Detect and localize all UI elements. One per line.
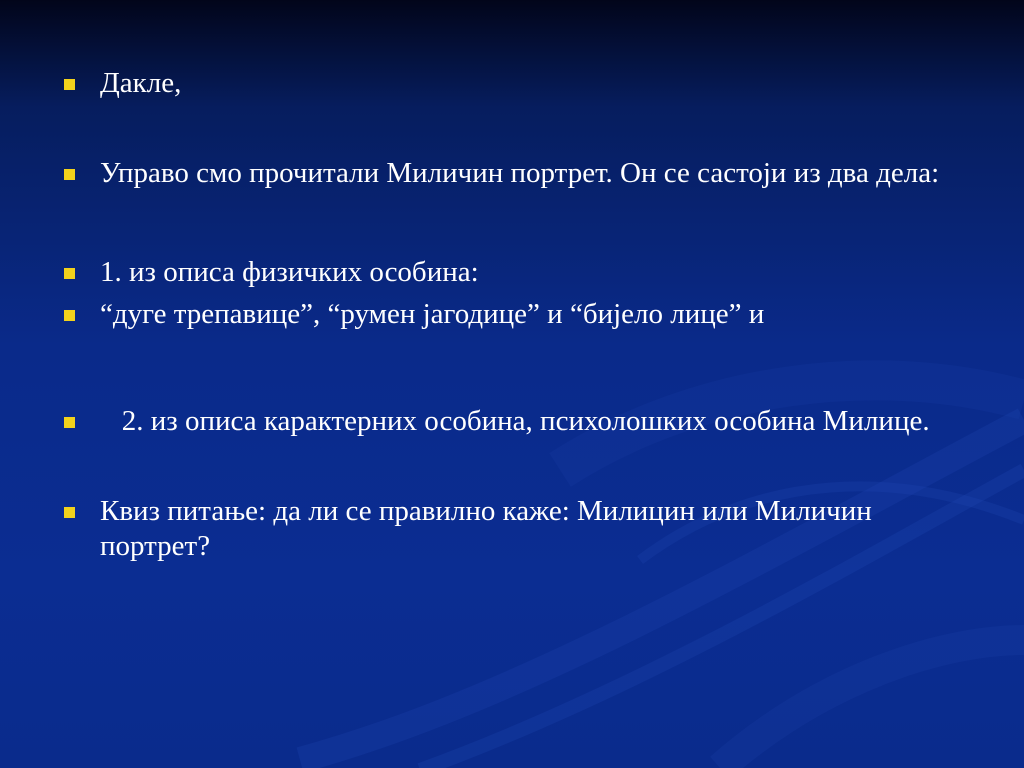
square-bullet-icon [64,268,75,279]
square-bullet-icon [64,310,75,321]
bullet-item-quiz [62,494,962,564]
bullet-item-character [62,404,962,439]
bullet-item-portrait [62,156,962,191]
bullet-text: 2. из описа карактерних особина, психолошких особина Милице. [100,405,930,437]
bullet-text: 1. из описа физичких особина: [100,256,479,288]
square-bullet-icon [64,417,75,428]
bullet-text: Квиз питање: да ли се правилно каже: Милицин или Миличин портрет? [100,495,872,562]
square-bullet-icon [64,169,75,180]
square-bullet-icon [64,79,75,90]
bullet-list [62,66,962,564]
bullet-item-intro [62,66,962,101]
bullet-text: Дакле, [100,67,182,99]
bullet-text: Управо смо прочитали Миличин портрет. Он се састоји из два дела: [100,157,940,189]
square-bullet-icon [64,507,75,518]
bullet-text: “дуге трепавице”, “румен јагодице” и “бијело лице” и [100,298,765,330]
bullet-item-examples [62,297,962,332]
bullet-item-physical [62,255,962,290]
